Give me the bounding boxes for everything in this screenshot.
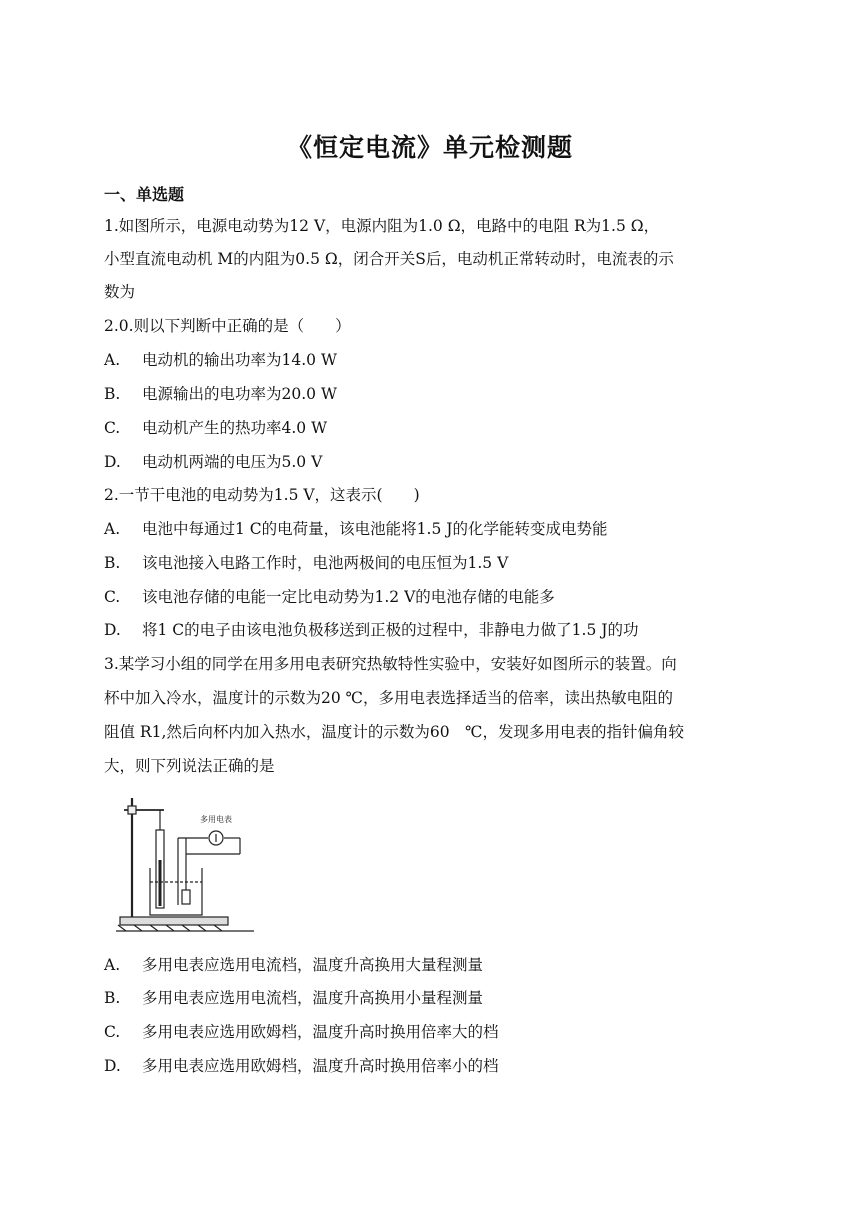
q3-option-a[interactable] — [104, 955, 483, 975]
option-letter: A. — [104, 956, 121, 974]
document-title: 《恒定电流》单元检测题 — [286, 133, 573, 162]
option-letter: C. — [104, 419, 121, 437]
option-letter: A. — [104, 520, 121, 538]
thermistor-apparatus-figure — [116, 790, 256, 940]
q3-option-c[interactable] — [104, 1022, 499, 1042]
option-text: 电动机产生的热功率4.0 W — [142, 419, 328, 437]
option-letter: C. — [104, 1023, 121, 1041]
option-letter: A. — [104, 351, 121, 369]
q2-option-d[interactable] — [104, 620, 638, 640]
option-text: 电源输出的电功率为20.0 W — [142, 385, 337, 403]
option-letter: D. — [104, 1057, 121, 1075]
section-heading: 一、单选题 — [104, 185, 185, 204]
option-text: 多用电表应选用电流档，温度升高换用大量程测量 — [142, 956, 484, 974]
option-text: 电动机的输出功率为14.0 W — [142, 351, 337, 369]
q1-stem-line-4: 2.0.则以下判断中正确的是（ ） — [104, 317, 351, 335]
q1-stem-line-3: 数为 — [104, 283, 136, 301]
q3-stem-line-1: 3.某学习小组的同学在用多用电表研究热敏特性实验中，安装好如图所示的装置。向 — [104, 655, 677, 673]
q1-option-c[interactable] — [104, 418, 327, 438]
q1-option-a[interactable] — [104, 350, 337, 370]
q3-option-d[interactable] — [104, 1056, 499, 1076]
q1-stem-line-2: 小型直流电动机 M的内阻为0.5 Ω，闭合开关S后，电动机正常转动时，电流表的示 — [104, 250, 674, 268]
option-letter: C. — [104, 588, 121, 606]
q2-option-c[interactable] — [104, 587, 555, 607]
option-letter: D. — [104, 621, 121, 639]
q3-stem-line-4: 大，则下列说法正确的是 — [104, 757, 275, 775]
option-text: 将1 C的电子由该电池负极移送到正极的过程中，非静电力做了1.5 J的功 — [142, 621, 639, 639]
q1-stem-line-1: 1.如图所示，电源电动势为12 V，电源内阻为1.0 Ω，电路中的电阻 R为1.5 Ω， — [104, 217, 660, 235]
q3-stem-line-2: 杯中加入冷水，温度计的示数为20 ℃，多用电表选择适当的倍率，读出热敏电阻的 — [104, 689, 673, 707]
q2-stem: 2.一节干电池的电动势为1.5 V，这表示( ) — [104, 486, 420, 504]
option-text: 多用电表应选用欧姆档，温度升高时换用倍率大的档 — [142, 1023, 499, 1041]
option-text: 该电池接入电路工作时，电池两极间的电压恒为1.5 V — [142, 554, 509, 572]
option-text: 多用电表应选用欧姆档，温度升高时换用倍率小的档 — [142, 1057, 499, 1075]
option-text: 多用电表应选用电流档，温度升高换用小量程测量 — [142, 989, 484, 1007]
option-text: 电池中每通过1 C的电荷量，该电池能将1.5 J的化学能转变成电势能 — [142, 520, 608, 538]
q2-option-a[interactable] — [104, 519, 607, 539]
option-letter: D. — [104, 453, 121, 471]
option-text: 该电池存储的电能一定比电动势为1.2 V的电池存储的电能多 — [142, 588, 555, 606]
option-text: 电动机两端的电压为5.0 V — [142, 453, 323, 471]
q1-option-d[interactable] — [104, 452, 322, 472]
q3-stem-line-3: 阻值 R1,然后向杯内加入热水，温度计的示数为60 ℃，发现多用电表的指针偏角较 — [104, 723, 684, 741]
figure-label: 多用电表 — [200, 815, 232, 824]
option-letter: B. — [104, 554, 121, 572]
q2-option-b[interactable] — [104, 553, 508, 573]
option-letter: B. — [104, 989, 121, 1007]
q3-option-b[interactable] — [104, 988, 483, 1008]
option-letter: B. — [104, 385, 121, 403]
q1-option-b[interactable] — [104, 384, 337, 404]
